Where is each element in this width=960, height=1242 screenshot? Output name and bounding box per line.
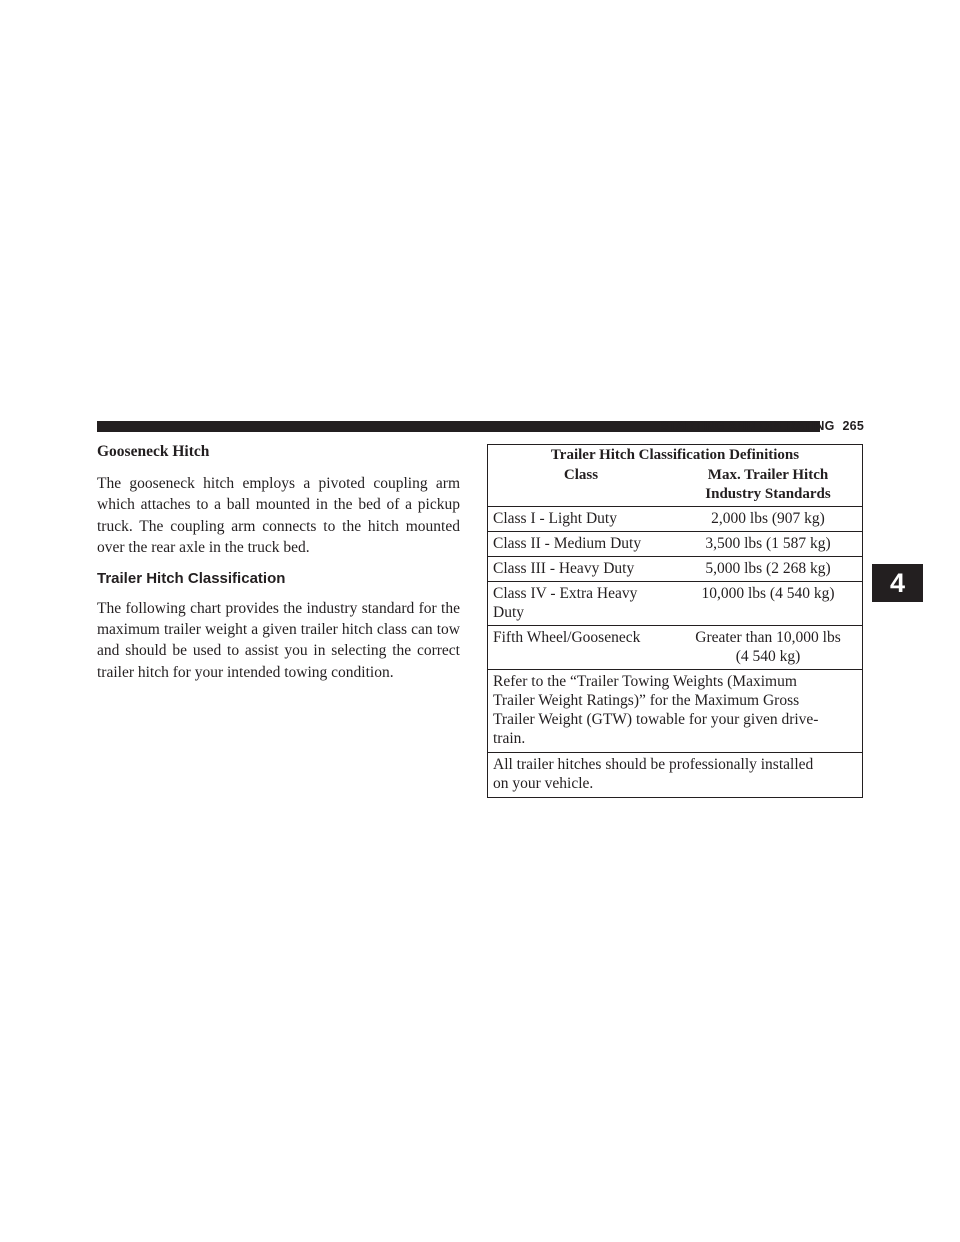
column-header-class: Class: [563, 467, 599, 483]
table-row: [488, 557, 862, 582]
table-title: Trailer Hitch Classification Definitions: [550, 447, 800, 463]
table-row: [488, 532, 862, 557]
max-cell: 2,000 lbs (907 kg): [711, 510, 825, 527]
table-row: [488, 626, 862, 670]
hitch-classification-table: [487, 444, 863, 798]
table-note-gtw: Refer to the “Trailer Towing Weights (Maximum Trailer Weight Ratings)” for the Maximum Gross Trailer Weight (GTW) towable for your given drive- train.: [488, 670, 862, 753]
section-title: STARTING AND OPERATING: [660, 419, 835, 433]
table-row: [488, 582, 862, 626]
table-note-install: All trailer hitches should be professionally installed on your vehicle.: [493, 756, 814, 792]
table-row: [488, 507, 862, 532]
class-cell: Fifth Wheel/Gooseneck: [493, 629, 641, 646]
max-cell: 10,000 lbs (4 540 kg): [701, 585, 835, 602]
max-cell: 3,500 lbs (1 587 kg): [705, 535, 831, 552]
class-cell: Class IV - Extra Heavy Duty: [493, 585, 638, 621]
max-cell: Greater than 10,000 lbs (4 540 kg): [695, 629, 841, 665]
column-header-max: Max. Trailer Hitch Industry Standards: [705, 467, 831, 502]
table-header-row: [488, 466, 862, 507]
class-cell: Class I - Light Duty: [493, 510, 617, 527]
classification-paragraph: The following chart provides the industry standard for the maximum trailer weight a given trailer hitch class can tow and should be used to assist you in selecting the correct trailer hitch for your intended towing condition.: [97, 599, 460, 681]
left-column: [97, 442, 460, 683]
gooseneck-paragraph: The gooseneck hitch employs a pivoted coupling arm which attaches to a ball mounted in the bed of a pickup truck. The coupling arm connects to the hitch mounted over the rear axle in the truck bed.: [97, 475, 460, 557]
class-cell: Class II - Medium Duty: [493, 535, 642, 552]
page-number: 265: [842, 419, 864, 433]
gooseneck-heading: Gooseneck Hitch: [97, 443, 210, 460]
max-cell: 5,000 lbs (2 268 kg): [705, 560, 831, 577]
class-cell: Class III - Heavy Duty: [493, 560, 635, 577]
classification-heading: Trailer Hitch Classification: [97, 569, 286, 587]
chapter-tab: 4: [872, 564, 923, 602]
